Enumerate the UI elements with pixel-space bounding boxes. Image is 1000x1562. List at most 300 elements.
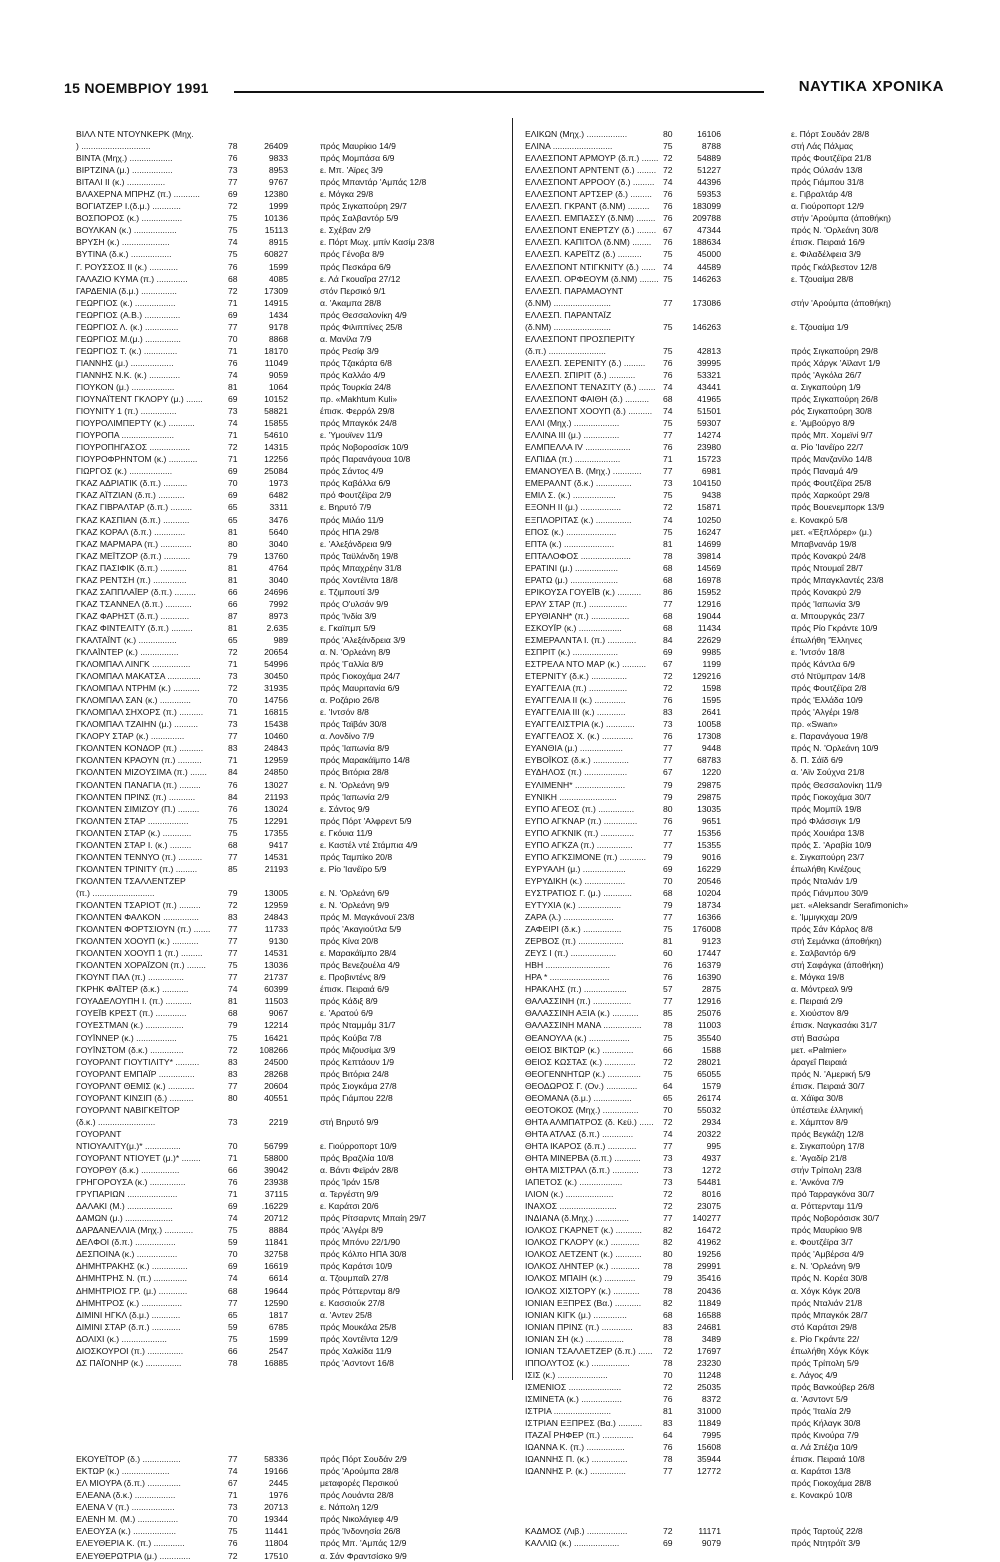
build-year: 70	[228, 1249, 238, 1260]
build-year: 75	[663, 273, 673, 284]
ship-name: ΓΚΛΟΜΠΑΛ ΛΙΝΓΚ ................	[76, 659, 191, 670]
ship-name: ΕΛΛΕΣΠΟΝΤ ΤΕΝΑΣΙΤΥ (δ.) .......	[525, 381, 656, 392]
tonnage: 54996	[264, 659, 288, 670]
tonnage: 16247	[697, 526, 721, 537]
ship-row	[76, 598, 476, 610]
ship-position: ε. Χιούστον 8/9	[791, 1008, 849, 1019]
ship-name: ΒΙΡΤΖΙΝΑ (μ.) .................	[76, 165, 173, 176]
ship-name: ΕΛ ΜΙΟΥΡΑ (δ.π.) ..............	[76, 1478, 181, 1489]
tonnage: 9079	[701, 1538, 721, 1549]
tonnage: 2875	[701, 984, 721, 995]
tonnage: 16379	[697, 960, 721, 971]
ship-row	[525, 610, 945, 622]
ship-position: πρός 'Ιαπωνία 3/9	[791, 598, 861, 609]
ship-name: ΗΡΑΚΛΗΣ (π.) ..................	[525, 984, 627, 995]
ship-row	[76, 357, 476, 369]
build-year: 81	[228, 381, 238, 392]
ship-position: ε. Σιγκαπούρη 23/7	[791, 851, 865, 862]
build-year: 77	[228, 924, 238, 935]
build-year: 80	[663, 129, 673, 139]
build-year: 71	[228, 454, 238, 465]
ship-row	[525, 526, 945, 538]
ship-row	[525, 1068, 945, 1080]
tonnage: 43441	[697, 381, 721, 392]
ship-position: πρός Νταλιάν 1/9	[791, 875, 858, 886]
ship-position: ε. Ν. 'Ορλεάνη 9/9	[320, 900, 390, 910]
ship-name: ΓΚΑΖ ΠΑΣΙΦΙΚ (δ.π.) ...........	[76, 562, 187, 573]
ship-name: ΖΑΡΑ (λ.) .....................	[525, 912, 614, 923]
tonnage: 14531	[264, 948, 288, 959]
build-year: 76	[663, 237, 673, 248]
ship-position: πρός Κόλπο ΗΠΑ 30/8	[320, 1249, 407, 1260]
ship-name: ΓΚΟΛΝΤΕΝ ΤΣΑΡΙΟΤ (π.) .........	[76, 900, 201, 910]
ship-name: ΕΛΛΙΝΑ ΙΙΙ (μ.) ...............	[525, 430, 620, 441]
ship-row	[525, 501, 945, 513]
tonnage: 3476	[268, 514, 288, 525]
ship-row	[76, 164, 476, 176]
ship-row	[76, 526, 476, 538]
ship-name: ΒΛΑΧΕΡΝΑ ΜΠΡΗΖ (π.) ...........	[76, 189, 200, 200]
ship-row	[525, 718, 945, 730]
build-year: 77	[663, 1213, 673, 1224]
ship-position: έπισκ. Πειραιά 6/9	[320, 984, 390, 995]
ship-row	[525, 1405, 945, 1417]
ship-row	[76, 923, 476, 935]
ship-name: ΕΥΡΥΔΙΚΗ (κ.) .................	[525, 875, 626, 886]
ship-name: ΓΡΥΠΑΡΙΩΝ .....................	[76, 1189, 178, 1200]
ship-row	[525, 1164, 945, 1176]
ship-name: ΙΟΛΚΟΣ ΧΙΣΤΟΡΥ (κ.) ...........	[525, 1285, 640, 1296]
build-year: 72	[663, 1116, 673, 1127]
ship-position: πρός Παρανάγουα 10/8	[320, 454, 411, 465]
tonnage: 37115	[264, 1189, 288, 1200]
tonnage: 41962	[697, 1237, 721, 1248]
tonnage: 51227	[697, 165, 721, 176]
ship-row	[76, 248, 476, 260]
ship-position: α. Λονδίνο 7/9	[320, 731, 375, 742]
ship-name: ΓΚΛΟΜΠΑΛ ΣΑΝ (κ.) .............	[76, 695, 191, 706]
build-year: 72	[663, 1056, 673, 1067]
ship-row	[76, 670, 476, 682]
ship-position: ε. 'Ανκόνα 7/9	[791, 1177, 844, 1188]
ship-row	[525, 1092, 945, 1104]
tonnage: 4937	[701, 1152, 721, 1163]
ship-row	[76, 550, 476, 562]
ship-name: ΕΛΕΑΝΑ (δ.κ.) .................	[76, 1490, 176, 1501]
ship-name: ΕΛΠΙΔΑ (π.) ...................	[525, 454, 621, 465]
tonnage: 20436	[697, 1285, 721, 1296]
ship-position: ε. Μπ. 'Αϊρες 3/9	[320, 165, 383, 176]
tonnage: 9417	[268, 839, 288, 850]
tonnage: 12256	[264, 454, 288, 465]
tonnage: 9067	[268, 1008, 288, 1019]
ship-position: πρός Γιάμπου 31/8	[791, 177, 864, 188]
left-ship-list	[76, 128, 476, 1562]
ship-position: πρός Κήλαγκ 30/8	[791, 1418, 861, 1429]
ship-name: ΕΛΛΕΣΠ. ΚΑΠΙΤΟΛ (δ.ΝΜ) ........	[525, 237, 652, 248]
ship-position: πρός Μουκάλα 25/8	[320, 1321, 397, 1332]
tonnage: 10152	[264, 394, 288, 405]
ship-name: ΕΛΛΕΣΠΟΝΤ ΦΑΙΘΗ (δ.) ..........	[525, 394, 650, 405]
tonnage: 11003	[697, 1020, 721, 1031]
build-year: 72	[663, 1345, 673, 1356]
ship-name: ΗΒΗ ...........................	[525, 960, 610, 971]
build-year: 75	[663, 141, 673, 152]
ship-name: ΕΛΛΕΣΠΟΝΤ ΑΡΜΟΥΡ (δ.π.) .......	[525, 153, 659, 164]
ship-name: ΒΡΥΣΗ (κ.) ....................	[76, 237, 170, 248]
tonnage: 30450	[264, 671, 288, 682]
tonnage: 7992	[268, 598, 288, 609]
ship-position: ε. 'Ιμμιγκχαμ 20/9	[791, 912, 858, 923]
ship-position: πρός Νοβοροσίσκ 10/9	[320, 442, 409, 453]
ship-name: ΓΚΟΛΝΤΕΝ ΦΑΛΚΟΝ ...............	[76, 912, 199, 923]
build-year: 82	[663, 1225, 673, 1236]
build-year: 70	[228, 1140, 238, 1151]
tonnage: 16619	[264, 1261, 288, 1272]
build-year: 75	[663, 249, 673, 260]
ship-position: πρός 'Ιαπωνία 8/9	[320, 743, 390, 754]
tonnage: 23075	[697, 1201, 721, 1212]
ship-position: έπισκ. Πειραιά 16/9	[791, 237, 865, 248]
ship-row	[525, 887, 945, 899]
build-year: 75	[228, 1526, 238, 1537]
tonnage: 11441	[264, 1526, 288, 1537]
ship-name: ΓΙΟΥΝΙΤΥ 1 (π.) ...............	[76, 406, 177, 417]
tonnage: 9767	[268, 177, 288, 188]
ship-row	[525, 1393, 945, 1405]
ship-position: πρός Βεγκάζη 12/8	[791, 1128, 864, 1139]
ship-name: ΕΛΛΕΣΠ. ΠΑΡΑΝΤΑΪΖ	[525, 309, 612, 320]
ship-name: ΙΠΠΟΛΥΤΟΣ (κ.) ................	[525, 1357, 630, 1368]
build-year: 70	[228, 333, 238, 344]
build-year: 84	[228, 767, 238, 778]
ship-row	[76, 333, 476, 345]
ship-name: ΙΛΙΟΝ (κ.) ....................	[525, 1189, 614, 1200]
build-year: 78	[663, 1285, 673, 1296]
tonnage: 16390	[697, 972, 721, 983]
ship-name: ΒΙΤΑΛΙ ΙΙ (κ.) ................	[76, 177, 166, 188]
build-year: 75	[228, 249, 238, 260]
ship-name: ΕΜΕΡΑΛΝΤ (δ.κ.) ...............	[525, 478, 632, 489]
build-year: 68	[228, 1008, 238, 1019]
tonnage: 39042	[264, 1165, 288, 1176]
ship-row	[525, 586, 945, 598]
build-year: 77	[663, 839, 673, 850]
ship-position: πρός Φιλιππίνες 25/8	[320, 321, 403, 332]
ship-name: ΓΚΑΖ ΑΪΤΖΙΑΝ (δ.π.) ...........	[76, 490, 185, 501]
build-year: 74	[228, 1213, 238, 1224]
ship-name: ΓΚΟΛΝΤΕΝ ΜΙΖΟΥΣΙΜΑ (π.) .......	[76, 767, 207, 778]
ship-name: ΓΚΑΖ ΣΑΠΠΛΑΪΕΡ (δ.π.) .........	[76, 586, 196, 597]
build-year: 75	[228, 1032, 238, 1043]
ship-row	[525, 1441, 945, 1453]
build-year: 69	[228, 1261, 238, 1272]
build-year: 77	[228, 1454, 238, 1465]
ship-name: ΓΚΛΟΡΥ ΣΤΑΡ (κ.) ..............	[76, 731, 185, 742]
build-year: 71	[228, 297, 238, 308]
build-year: 73	[228, 406, 238, 417]
ship-name: ΕΥΑΓΓΕΛΙΑ ΙΙΙ (κ.) ............	[525, 707, 626, 718]
tonnage: 17355	[264, 827, 288, 838]
tonnage: 1599	[268, 1333, 288, 1344]
ship-position: α. Μπουργκάς 23/7	[791, 610, 865, 621]
build-year: 69	[228, 394, 238, 405]
build-year: 80	[663, 803, 673, 814]
ship-row	[525, 634, 945, 646]
ship-row	[525, 538, 945, 550]
ship-row	[525, 248, 945, 260]
ship-position: πρός Καβάλλα 6/9	[320, 478, 391, 489]
ship-position: πρός Νταμμάμ 31/7	[320, 1020, 396, 1031]
tonnage: 29875	[697, 779, 721, 790]
tonnage: 12772	[697, 1466, 721, 1477]
tonnage: 24850	[264, 767, 288, 778]
ship-position: ε. Πειραιά 2/9	[791, 996, 843, 1007]
ship-row	[525, 851, 945, 863]
tonnage: 16472	[697, 1225, 721, 1236]
ship-name: ΓΚΑΖ ΡΕΝΤΣΗ (π.) ..............	[76, 574, 187, 585]
build-year: 65	[228, 634, 238, 645]
ship-row	[525, 682, 945, 694]
ship-position: πρός Ταρτούζ 22/8	[791, 1526, 863, 1537]
ship-position: α. 'Ακαμπα 28/8	[320, 297, 382, 308]
ship-row	[525, 477, 945, 489]
tonnage: 9833	[268, 153, 288, 164]
ship-position: στή Λάς Πάλμας	[791, 141, 854, 152]
tonnage: 12380	[264, 189, 288, 200]
ship-position: πρός Τζακάρτα 6/8	[320, 357, 392, 368]
tonnage: 12916	[697, 996, 721, 1007]
tonnage: 11841	[264, 1237, 288, 1248]
tonnage: 10250	[697, 514, 721, 525]
ship-row	[76, 1489, 476, 1501]
ship-row	[525, 309, 945, 321]
tonnage: 54610	[264, 430, 288, 441]
ship-name: ΒΙΝΤΑ (Μηχ.) ..................	[76, 153, 173, 164]
ship-position: α. 'Αντεν 25/8	[320, 1309, 372, 1320]
column-divider	[512, 118, 513, 1380]
ship-row	[76, 128, 476, 140]
build-year: 78	[663, 1261, 673, 1272]
ship-row	[76, 200, 476, 212]
build-year: 81	[228, 562, 238, 573]
ship-name: ΔΑΜΩΝ (μ.) ....................	[76, 1213, 173, 1224]
ship-position: πρός Βιτόρια 24/8	[320, 1068, 389, 1079]
build-year: 77	[663, 755, 673, 766]
ship-row	[76, 212, 476, 224]
ship-name: ΔΗΜΗΤΡΗΣ Ν. (π.) ..............	[76, 1273, 188, 1284]
ship-name: ΕΥΔΗΛΟΣ (π.) ..................	[525, 767, 628, 778]
ship-row	[525, 1116, 945, 1128]
tonnage: 39814	[697, 550, 721, 561]
ship-name: ΕΥΑΓΓΕΛΙΑ (π.) ................	[525, 683, 628, 694]
build-year: 73	[663, 1165, 673, 1176]
ship-row	[76, 1080, 476, 1092]
ship-row	[525, 574, 945, 586]
ship-position: ε. Σχέβαν 2/9	[320, 225, 371, 236]
ship-name: ΘΕΟΤΟΚΟΣ (Μηχ.) ...............	[525, 1104, 639, 1115]
ship-position: ε. Πόρτ Μωχ. μπίν Κασίμ 23/8	[320, 237, 435, 248]
ship-position: πρός Σάντος 4/9	[320, 466, 384, 477]
ship-name: ΚΑΔΜΟΣ (Λιβ.) .................	[525, 1526, 628, 1537]
ship-position: ε. Κονακρύ 10/8	[791, 1490, 853, 1501]
blank-line	[76, 1417, 476, 1429]
ship-name: ΙΤΑΖΑΪ ΡΗΦΕΡ (π.) .............	[525, 1430, 634, 1441]
ship-row	[76, 1104, 476, 1116]
ship-row	[525, 923, 945, 935]
ship-row	[76, 1116, 476, 1128]
tonnage: 14915	[264, 297, 288, 308]
ship-row	[76, 514, 476, 526]
ship-name: ΕΛΛΕΣΠ. ΣΕΡΕΝΙΤΥ (δ.) .........	[525, 357, 646, 368]
tonnage: 8372	[701, 1393, 721, 1404]
build-year: 72	[663, 683, 673, 694]
ship-name: ΙΣΜΙΝΕΤΑ (κ.) .................	[525, 1393, 622, 1404]
ship-row	[76, 1309, 476, 1321]
tonnage: 28021	[697, 1056, 721, 1067]
ship-position: πρός Σιγκαπούρη 29/7	[320, 201, 407, 212]
build-year: 73	[663, 1152, 673, 1163]
build-year: 78	[663, 1333, 673, 1344]
build-year: 76	[228, 357, 238, 368]
tonnage: 23230	[697, 1357, 721, 1368]
build-year: 74	[228, 1466, 238, 1477]
ship-row	[525, 1104, 945, 1116]
ship-name: ΝΤΙΟΥΑΛΙΤΥ(μ.)* ...............	[76, 1140, 181, 1151]
ship-name: ΓΚΑΖ ΜΕΪΤΖΟΡ (δ.π.) ...........	[76, 550, 191, 561]
ship-position: πρός Κεπτάουν 1/9	[320, 1056, 394, 1067]
ship-position: πρός Μομπάσα 6/9	[320, 153, 395, 164]
tonnage: 60399	[264, 984, 288, 995]
build-year: 74	[663, 1128, 673, 1139]
tonnage: 188634	[692, 237, 721, 248]
ship-position: ε. Κασσιούκ 27/8	[320, 1297, 385, 1308]
tonnage: 13036	[264, 960, 288, 971]
build-year: 71	[228, 755, 238, 766]
ship-name: ΕΡΙΚΟΥΣΑ ΓΟΥΕΪΒ (κ.) ..........	[525, 586, 642, 597]
ship-position: ε. 'Υμουϊνεν 11/9	[320, 430, 383, 441]
ship-name: ΙΟΛΚΟΣ ΛΕΤΖΕΝΤ (κ.) ...........	[525, 1249, 642, 1260]
ship-row	[525, 1417, 945, 1429]
ship-position: πρός 'Αγκόλα 26/7	[791, 369, 862, 380]
ship-position: ε. Φουτζέϊρα 3/7	[791, 1237, 853, 1248]
ship-position: στή Σεμάνκα (άποθήκη)	[791, 936, 882, 947]
build-year: 80	[228, 538, 238, 549]
build-year: 71	[228, 707, 238, 718]
tonnage: 14569	[697, 562, 721, 573]
ship-name: ΕΡΛΥ ΣΤΑΡ (π.) ................	[525, 598, 628, 609]
ship-name: ΓΚΑΖ ΤΣΑΝΝΕΛ (δ.π.) ...........	[76, 598, 192, 609]
build-year: 81	[228, 622, 238, 633]
ship-name: ΘΗΤΑ ΑΤΛΑΣ (δ.π.) .............	[525, 1128, 634, 1139]
build-year: 67	[663, 659, 673, 670]
ship-row	[525, 562, 945, 574]
build-year: 83	[228, 1056, 238, 1067]
build-year: 68	[228, 273, 238, 284]
build-year: 68	[663, 610, 673, 621]
tonnage: 39995	[697, 357, 721, 368]
tonnage: 24681	[697, 1321, 721, 1332]
ship-row	[525, 1345, 945, 1357]
build-year: 65	[228, 502, 238, 513]
ship-row	[76, 1007, 476, 1019]
ship-position: πρός Ν. 'Ορλεάνη 10/9	[791, 743, 879, 754]
tonnage: 129216	[692, 671, 721, 682]
ship-row	[76, 622, 476, 634]
ship-position: πρός Κινούρα 7/9	[791, 1430, 859, 1441]
build-year: 77	[663, 1140, 673, 1151]
ship-name: ΓΟΥΑΔΕΛΟΥΠΗ Ι. (π.) ...........	[76, 996, 192, 1007]
ship-position: στό Καράτσι 29/8	[791, 1321, 857, 1332]
build-year: 77	[228, 972, 238, 983]
ship-name: ΓΚΑΖ ΦΑΡΗΣΤ (δ.π.) ............	[76, 610, 190, 621]
blank-line	[76, 1405, 476, 1417]
build-year: 76	[228, 803, 238, 814]
build-year: 71	[228, 1189, 238, 1200]
build-year: 66	[228, 1345, 238, 1356]
build-year: 65	[228, 514, 238, 525]
build-year: 76	[228, 779, 238, 790]
tonnage: .16229	[261, 1201, 288, 1212]
ship-name: ΙΝΔΙΑΝΑ (δ.Μηχ.) ..............	[525, 1213, 629, 1224]
ship-position: πρός Μπαγκλαντές 23/8	[791, 574, 884, 585]
build-year: 76	[228, 1177, 238, 1188]
ship-row	[76, 345, 476, 357]
ship-position: πρός Μαυρίκιο 9/8	[791, 1225, 863, 1236]
ship-row	[76, 827, 476, 839]
ship-row	[76, 1056, 476, 1068]
tonnage: 12959	[264, 755, 288, 766]
tonnage: 20654	[264, 647, 288, 658]
build-year: 76	[228, 261, 238, 272]
ship-row	[76, 694, 476, 706]
tonnage: 12590	[264, 1297, 288, 1308]
tonnage: 16229	[697, 863, 721, 874]
ship-position: ε. 'Ιντσόν 18/8	[791, 647, 845, 658]
build-year: 74	[228, 237, 238, 248]
ship-name: ΓΚΟΛΝΤΕΝ ΣΤΑΡ .................	[76, 815, 189, 826]
ship-position: έπωλήθη Χόγκ Κόγκ	[791, 1345, 869, 1356]
ship-row	[76, 803, 476, 815]
tonnage: 17447	[697, 948, 721, 959]
tonnage: 16978	[697, 574, 721, 585]
tonnage: 6785	[268, 1321, 288, 1332]
build-year: 69	[228, 309, 238, 320]
ship-name: ΙΟΝΙΑΝ ΠΡΙΝΣ (π.) .............	[525, 1321, 633, 1332]
ship-row	[76, 766, 476, 778]
tonnage: 44589	[697, 261, 721, 272]
tonnage: 8016	[701, 1189, 721, 1200]
ship-row	[525, 1333, 945, 1345]
ship-position: α. Ρόττερνταμ 11/9	[791, 1201, 863, 1212]
ship-position: α. Ρίο 'Ιανέϊρο 22/7	[791, 442, 864, 453]
ship-row	[76, 863, 476, 875]
tonnage: 25076	[697, 1008, 721, 1019]
ship-name: Γ. ΡΟΥΣΣΟΣ ΙΙ (κ.) ............	[76, 261, 179, 272]
ship-name: ΓΟΥΟΡΘΥ (δ.κ.) ................	[76, 1165, 180, 1176]
ship-row	[525, 1152, 945, 1164]
ship-position: πρός Χαλκίδα 11/9	[320, 1345, 392, 1356]
ship-name: ΓΚΑΖ ΦΙΝΤΕΛΙΤΥ (δ.π.) .........	[76, 622, 193, 633]
ship-row	[76, 779, 476, 791]
ship-position: πρός Μιζουσίμα 3/9	[320, 1044, 396, 1055]
build-year: 69	[228, 189, 238, 200]
tonnage: 140277	[692, 1213, 721, 1224]
ship-row	[525, 381, 945, 393]
ship-name: ΕΛΕΝΗ Μ. (Μ.) .................	[76, 1514, 179, 1525]
blank-line	[76, 1369, 476, 1381]
tonnage: 11248	[697, 1369, 721, 1380]
